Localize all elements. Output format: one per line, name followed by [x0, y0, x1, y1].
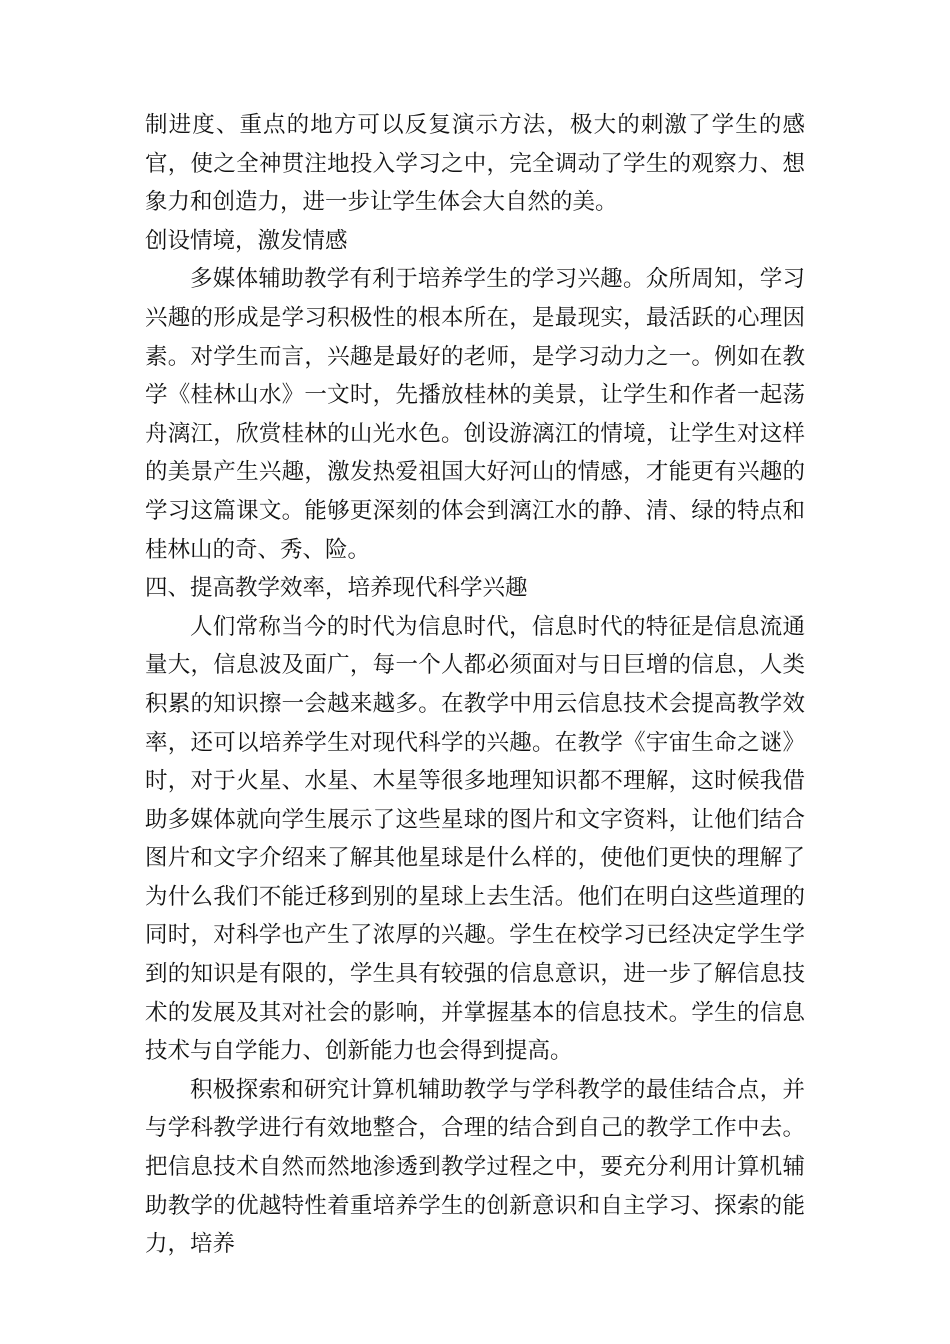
- paragraph-information-age: 人们常称当今的时代为信息时代，信息时代的特征是信息流通量大，信息波及面广，每一个人都必须面对与日巨增的信息，人类积累的知识擦一会越来越多。在教学中用云信息技术会提高教学效率，还可以培养学生对现代科学的兴趣。在教学《宇宙生命之谜》时，对于火星、水星、木星等很多地理知识都不理解，这时候我借助多媒体就向学生展示了这些星球的图片和文字资料，让他们结合图片和文字介绍来了解其他星球是什么样的，使他们更快的理解了为什么我们不能迁移到别的星球上去生活。他们在明白这些道理的同时，对科学也产生了浓厚的兴趣。学生在校学习已经决定学生学到的知识是有限的，学生具有较强的信息意识，进一步了解信息技术的发展及其对社会的影响，并掌握基本的信息技术。学生的信息技术与自学能力、创新能力也会得到提高。: [145, 613, 805, 1065]
- paragraph-multimedia-interest: 多媒体辅助教学有利于培养学生的学习兴趣。众所周知，学习兴趣的形成是学习积极性的根本所在，是最现实，最活跃的心理因素。对学生而言，兴趣是最好的老师，是学习动力之一。例如在教学《桂林山水》一文时，先播放桂林的美景，让学生和作者一起荡舟漓江，欣赏桂林的山光水色。创设游漓江的情境，让学生对这样的美景产生兴趣，激发热爱祖国大好河山的情感，才能更有兴趣的学习这篇课文。能够更深刻的体会到漓江水的静、清、绿的特点和桂林山的奇、秀、险。: [145, 266, 805, 563]
- section-heading-four: 四、提高教学效率，培养现代科学兴趣: [145, 575, 528, 602]
- paragraph-integration: 积极探索和研究计算机辅助教学与学科教学的最佳结合点，并与学科教学进行有效地整合，合理的结合到自己的教学工作中去。把信息技术自然而然地渗透到教学过程之中，要充分利用计算机辅助教学的优越特性着重培养学生的创新意识和自主学习、探索的能力，培养: [145, 1076, 805, 1258]
- document-page: [145, 106, 805, 1264]
- paragraph-intro-continuation: 制进度、重点的地方可以反复演示方法，极大的刺激了学生的感官，使之全神贯注地投入学习之中，完全调动了学生的观察力、想象力和创造力，进一步让学生体会大自然的美。: [145, 112, 805, 216]
- section-heading-scenario: 创设情境，激发情感: [145, 227, 348, 254]
